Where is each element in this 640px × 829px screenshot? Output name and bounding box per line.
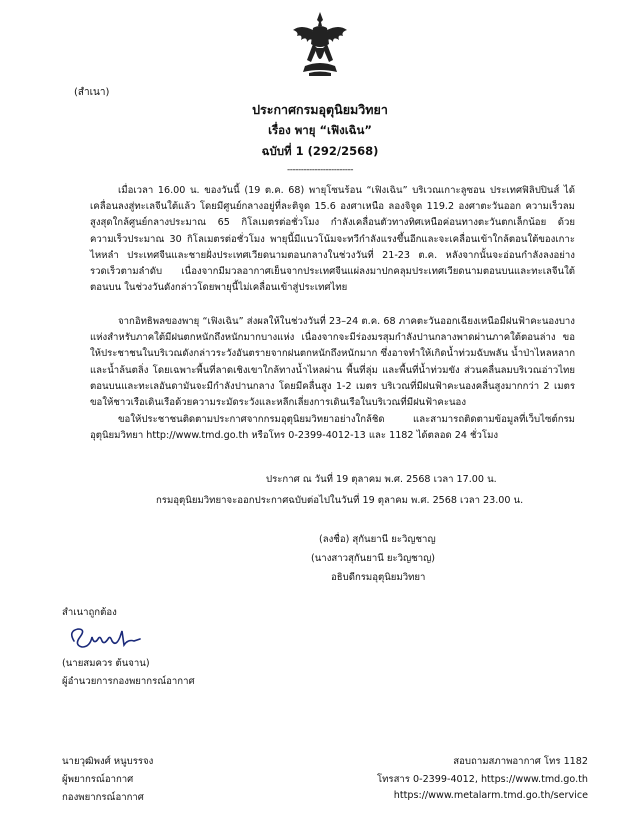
handwritten-signature <box>64 621 144 653</box>
next-issue-note: กรมอุตุนิยมวิทยาจะออกประกาศฉบับต่อไปในวันที่ 19 ตุลาคม พ.ศ. 2568 เวลา 23.00 น. <box>156 495 524 506</box>
announced-date: ประกาศ ณ วันที่ 19 ตุลาคม พ.ศ. 2568 เวลา 17.00 น. <box>266 474 497 485</box>
forecaster-division: กองพยากรณ์อากาศ <box>62 792 144 803</box>
signatory-position: อธิบดีกรมอุตุนิยมวิทยา <box>331 572 426 583</box>
divider-line: ------------------------ <box>287 165 353 175</box>
certifier-name: (นายสมควร ต้นจาน) <box>62 658 150 669</box>
paragraph-impact: จากอิทธิพลของพายุ “เฟิงเฉิน” ส่งผลให้ในช่วงวันที่ 23–24 ต.ค. 68 ภาคตะวันออกเฉียงเหนือมีฝนฟ้าคะนองบางแห่งสำหรับภาคใต้มีฝนตกหนักถึงหนักมากบางแห่ง เนื่องจากจะมีร่องมรสุมกำลังปานกลางพาดผ่านภาคใต้ตอนล่าง ขอให้ประชาชนในบริเวณดังกล่าวระวังอันตรายจากฝนตกหนักถึงหนักมาก ซึ่งอาจทำให้เกิดน้ำท่วมฉับพลัน น้ำป่าไหลหลาก และน้ำล้นตลิ่ง โดยเฉพาะพื้นที่ลาดเชิงเขาใกล้ทางน้ำไหลผ่าน พื้นที่ลุ่ม และพื้นที่น้ำท่วมขัง ส่วนคลื่นลมบริเวณอ่าวไทยตอนบนและทะเลอันดามันจะมีกำลังปานกลาง โดยมีคลื่นสูง 1-2 เมตร บริเวณที่มีฝนฟ้าคะนองคลื่นสูงมากกว่า 2 เมตร ขอให้ชาวเรือเดินเรือด้วยความระมัดระวังและหลีกเลี่ยงการเดินเรือในบริเวณที่มีฝนฟ้าคะนอง <box>90 316 575 409</box>
paragraph-advice: ขอให้ประชาชนติดตามประกาศจากกรมอุตุนิยมวิทยาอย่างใกล้ชิด และสามารถติดตามข้อมูลที่เว็บไซต์กรมอุตุนิยมวิทยา http://www.tmd.go.th หรือโทร 0-2399-4012-13 และ 1182 ได้ตลอด 24 ชั่วโมง <box>90 414 575 442</box>
fax-website: โทรสาร 0-2399-4012, https://www.tmd.go.th <box>376 774 588 785</box>
garuda-emblem-icon <box>291 10 349 78</box>
issue-number: ฉบับที่ 1 (292/2568) <box>261 144 379 158</box>
certifier-position: ผู้อำนวยการกองพยากรณ์อากาศ <box>62 676 195 687</box>
metalarm-link[interactable]: https://www.metalarm.tmd.go.th/service <box>393 790 588 801</box>
weather-hotline: สอบถามสภาพอากาศ โทร 1182 <box>453 756 588 767</box>
certified-copy-label: สำเนาถูกต้อง <box>62 607 117 618</box>
announcement-subject: เรื่อง พายุ “เฟิงเฉิน” <box>268 123 372 137</box>
signatory-name: (นางสาวสุกันยานี ยะวิญชาญ) <box>311 553 435 564</box>
announcement-title: ประกาศกรมอุตุนิยมวิทยา <box>252 102 388 117</box>
signatory-signed: (ลงชื่อ) สุกันยานี ยะวิญชาญ <box>319 534 436 545</box>
copy-label: (สำเนา) <box>74 87 110 98</box>
forecaster-name: นายวุฒิพงศ์ หนูบรรจง <box>62 756 154 767</box>
forecaster-title: ผู้พยากรณ์อากาศ <box>62 774 134 785</box>
paragraph-storm-status: เมื่อเวลา 16.00 น. ของวันนี้ (19 ต.ค. 68) พายุโซนร้อน “เฟิงเฉิน” บริเวณเกาะลูซอน ประเทศฟิลิปปินส์ ได้เคลื่อนลงสู่ทะเลจีนใต้แล้ว โดยมีศูนย์กลางอยู่ที่ละติจูด 15.6 องศาเหนือ ลองจิจูด 119.2 องศาตะวันออก ความเร็วลมสูงสุดใกล้ศูนย์กลางประมาณ 65 กิโลเมตรต่อชั่วโมง กำลังเคลื่อนตัวทางทิศเหนือค่อนทางตะวันตกเล็กน้อย ด้วยความเร็วประมาณ 30 กิโลเมตรต่อชั่วโมง พายุนี้มีแนวโน้มจะทวีกำลังแรงขึ้นอีกและจะเคลื่อนเข้าใกล้ตอนใต้ของเกาะไหหลำ ประเทศจีนและชายฝั่งประเทศเวียดนามตอนกลางในช่วงวันที่ 21-23 ต.ค. หลังจากนั้นจะอ่อนกำลังลงอย่างรวดเร็วตามลำดับ เนื่องจากมีมวลอากาศเย็นจากประเทศจีนแผ่ลงมาปกคลุมประเทศเวียดนามตอนบนและทะเลจีนใต้ตอนบน ในช่วงวันดังกล่าวโดยพายุนี้ไม่เคลื่อนเข้าสู่ประเทศไทย <box>90 185 575 294</box>
